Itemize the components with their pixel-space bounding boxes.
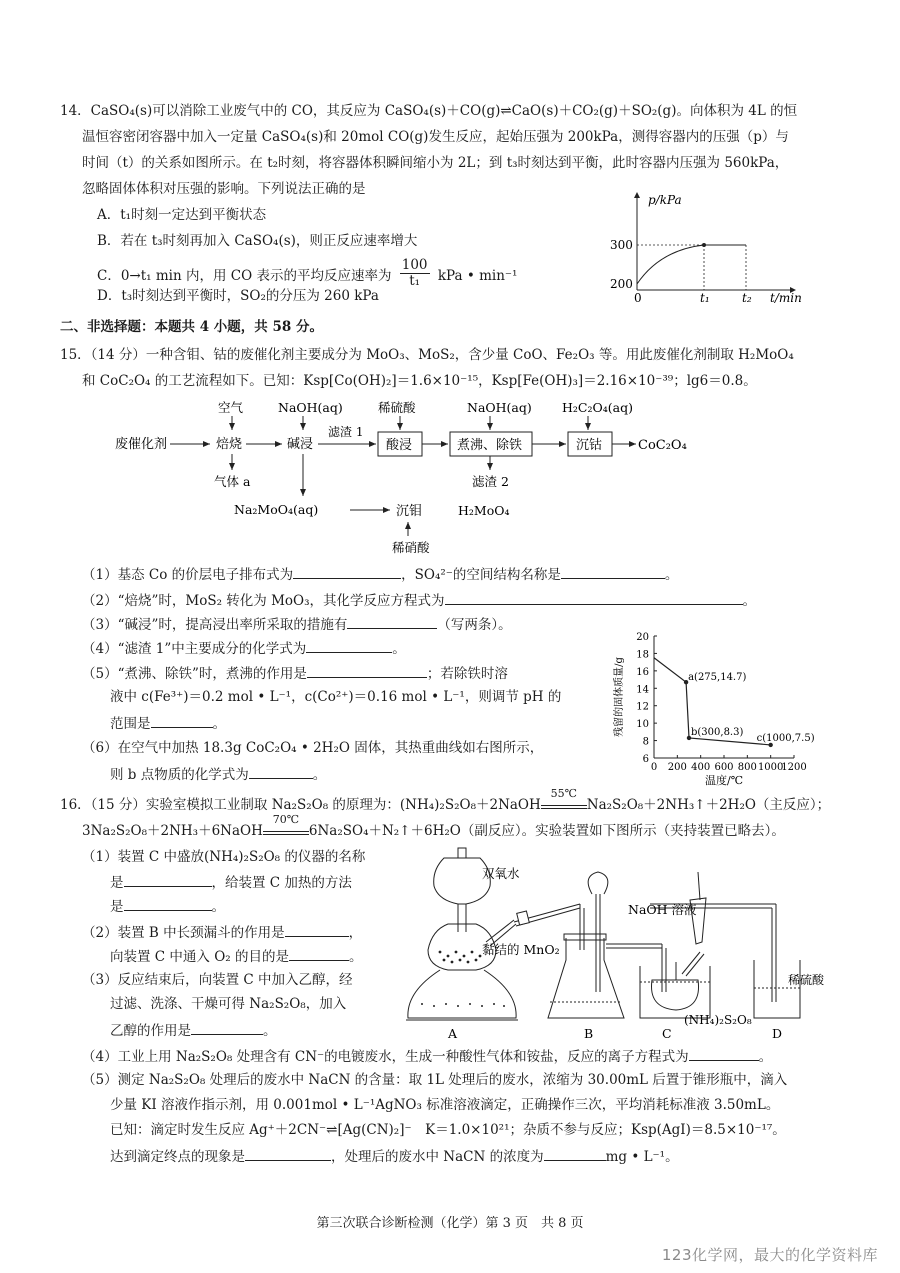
q16-sub3c bbox=[110, 1020, 277, 1040]
q16-sub5-blank-a[interactable] bbox=[245, 1146, 331, 1161]
q15-sub3 bbox=[82, 614, 512, 634]
q16-sub4-end: 。 bbox=[758, 1049, 773, 1065]
tga-x-tick-label: 800 bbox=[737, 762, 757, 773]
tga-point-label: c(1000,7.5) bbox=[756, 732, 815, 744]
q15-sub6-blank[interactable] bbox=[249, 764, 313, 779]
label-mno2: 黏结的 MnO₂ bbox=[482, 942, 560, 957]
flow-naoh-2: NaOH(aq) bbox=[467, 400, 532, 415]
q16-sub2-text-c: 向装置 C 中通入 O₂ 的目的是 bbox=[110, 949, 289, 965]
q14-graph-y300: 300 bbox=[610, 238, 633, 252]
flow-h2c2o4: H₂C₂O₄(aq) bbox=[562, 400, 633, 415]
q14-line3: 时间（t）的关系如图所示。在 t₂时刻，将容器体积瞬间缩小为 2L；到 t₃时刻达到平衡，此时容器内压强为 560kPa， bbox=[82, 155, 789, 171]
q16-sub3a: （3）反应结束后，向装置 C 中加入乙醇，经 bbox=[82, 972, 353, 988]
flow-moly: 沉钼 bbox=[396, 504, 423, 519]
q15-sub3-end: （写两条）。 bbox=[437, 617, 512, 633]
q15-flowchart bbox=[110, 398, 730, 560]
q15-sub3-text: （3）“碱浸”时，提高浸出率所采取的措施有 bbox=[82, 617, 348, 633]
tga-y-tick-label: 18 bbox=[636, 649, 649, 661]
q14-option-b: B．若在 t₃时刻再加入 CaSO₄(s)，则正反应速率增大 bbox=[97, 233, 418, 249]
q15-sub2-end: 。 bbox=[742, 593, 757, 609]
q16-sub5-text-e: ，处理后的废水中 NaCN 的浓度为 bbox=[331, 1149, 544, 1165]
tga-y-tick-label: 8 bbox=[642, 736, 649, 748]
q16-sub5c: 已知：滴定时发生反应 Ag⁺＋2CN⁻⇌[Ag(CN)₂]⁻ K＝1.0×10²¹；杂质不参与反应；Ksp(AgI)＝8.5×10⁻¹⁷。 bbox=[110, 1122, 786, 1138]
q14-option-c-numerator: 100 bbox=[401, 257, 428, 273]
q16-sub2-text: （2）装置 B 中长颈漏斗的作用是 bbox=[82, 925, 285, 941]
flow-h2so4: 稀硫酸 bbox=[378, 400, 416, 415]
q16-line2 bbox=[82, 813, 785, 840]
q16-sub2-end: 。 bbox=[348, 949, 363, 965]
q16-sub3b: 过滤、洗涤、干燥可得 Na₂S₂O₈，加入 bbox=[110, 996, 347, 1012]
q16-line1-b: Na₂S₂O₈＋2NH₃↑＋2H₂O（主反应）； bbox=[586, 797, 831, 813]
label-b: B bbox=[584, 1026, 594, 1041]
q15-sub5-blank-a[interactable] bbox=[307, 663, 427, 678]
q15-sub4-text: （4）“滤渣 1”中主要成分的化学式为 bbox=[82, 641, 307, 657]
label-h2o2: 双氧水 bbox=[482, 866, 520, 881]
q15-sub2 bbox=[82, 590, 756, 610]
tga-y-axis-label: 残留的固体质量/g bbox=[614, 657, 625, 737]
label-nh4-s2o8: (NH₄)₂S₂O₈ bbox=[684, 1013, 752, 1027]
tga-y-tick-label: 10 bbox=[636, 719, 649, 731]
label-c: C bbox=[662, 1026, 672, 1041]
q14-graph-x0: 0 bbox=[634, 291, 642, 305]
label-naoh: NaOH 溶液 bbox=[628, 902, 697, 917]
q16-line1 bbox=[60, 787, 831, 814]
q16-sub1-blank-b[interactable] bbox=[124, 896, 212, 911]
q15-sub5-text-b: ；若除铁时溶 bbox=[426, 666, 508, 682]
q15-sub5-blank-b[interactable] bbox=[151, 713, 213, 728]
tga-x-tick-label: 1200 bbox=[781, 762, 807, 773]
q16-cond2-arrow bbox=[263, 813, 309, 835]
q14-option-a: A．t₁时刻一定达到平衡状态 bbox=[97, 207, 267, 223]
q15-line1: 15．（14 分）一种含钼、钴的废催化剂主要成分为 MoO₃、MoS₂，含少量 CoO、Fe₂O₃ 等。用此废催化剂制取 H₂MoO₄ bbox=[60, 347, 794, 363]
q16-sub1-end: 。 bbox=[211, 899, 225, 915]
q16-sub5b: 少量 KI 溶液作指示剂，用 0.001mol • L⁻¹AgNO₃ 标准溶液滴定，正确操作三次，平均消耗标准液 3.50mL。 bbox=[110, 1097, 780, 1113]
q14-pressure-graph bbox=[600, 188, 810, 306]
tga-x-tick-label: 1000 bbox=[757, 762, 784, 773]
tga-x-tick-label: 400 bbox=[691, 762, 711, 773]
q15-sub1-text-b: ，SO₄²⁻的空间结构名称是 bbox=[401, 567, 561, 583]
q16-sub1-text-c: ，给装置 C 加热的方法 bbox=[211, 875, 352, 891]
tga-point-label: b(300,8.3) bbox=[691, 726, 744, 738]
flow-air: 空气 bbox=[218, 400, 244, 415]
q16-apparatus bbox=[400, 842, 860, 1042]
apparatus-a-mno2-dots bbox=[421, 951, 505, 1007]
q16-cond1: 55℃ bbox=[550, 787, 577, 800]
tga-y-tick-label: 14 bbox=[636, 684, 649, 696]
q16-cond1-arrow bbox=[541, 787, 587, 809]
label-dilute-acid: 稀硫酸 bbox=[788, 973, 825, 987]
q15-sub6-end: 。 bbox=[312, 767, 327, 783]
flow-naoh-1: NaOH(aq) bbox=[278, 400, 343, 415]
q14-line2: 温恒容密闭容器中加入一定量 CaSO₄(s)和 20mol CO(g)发生反应，起始压强为 200kPa，测得容器内的压强（p）与 bbox=[82, 129, 789, 145]
tga-y-tick-label: 6 bbox=[642, 754, 649, 765]
q14-option-c-unit: kPa • min⁻¹ bbox=[437, 268, 518, 284]
flow-acid-box: 酸浸 bbox=[386, 438, 413, 453]
flow-start: 废催化剂 bbox=[115, 437, 168, 452]
apparatus-c bbox=[640, 872, 746, 1018]
q16-sub2-comma: ， bbox=[348, 925, 363, 941]
q14-graph-ylabel: p/kPa bbox=[648, 193, 682, 207]
q15-sub4-blank[interactable] bbox=[306, 638, 392, 653]
flow-na2moo4: Na₂MoO₄(aq) bbox=[234, 502, 319, 517]
q15-sub4-end: 。 bbox=[392, 641, 406, 657]
flow-h2moo4: H₂MoO₄ bbox=[458, 503, 510, 518]
label-d: D bbox=[772, 1026, 783, 1041]
q16-sub5-blank-b[interactable] bbox=[544, 1146, 606, 1161]
tga-y-tick-label: 16 bbox=[636, 666, 649, 678]
q15-line2: 和 CoC₂O₄ 的工艺流程如下。已知：Ksp[Co(OH)₂]＝1.6×10⁻¹⁵，Ksp[Fe(OH)₃]＝2.16×10⁻³⁹；lg6＝0.8。 bbox=[82, 373, 757, 389]
q16-sub3-text-c: 乙醇的作用是 bbox=[110, 1023, 191, 1039]
q15-sub1-text: （1）基态 Co 的价层电子排布式为 bbox=[82, 567, 294, 583]
q14-graph-y200: 200 bbox=[610, 277, 633, 291]
section-heading: 二、非选择题：本题共 4 小题，共 58 分。 bbox=[60, 319, 323, 335]
q15-sub6b bbox=[110, 764, 326, 784]
q14-graph-t1: t₁ bbox=[700, 291, 710, 305]
q14-line1: 14．CaSO₄(s)可以消除工业废气中的 CO，其反应为 CaSO₄(s)＋CO(g)⇌CaO(s)＋CO₂(g)＋SO₂(g)。向体积为 4L 的恒 bbox=[60, 103, 798, 119]
q16-sub2-blank-b[interactable] bbox=[289, 946, 349, 961]
q15-sub1-blank-b[interactable] bbox=[561, 564, 665, 579]
q15-sub5a bbox=[82, 663, 508, 683]
q16-sub1b bbox=[110, 872, 352, 892]
tga-x-tick-label: 600 bbox=[714, 762, 734, 773]
q16-sub4-blank[interactable] bbox=[689, 1046, 759, 1061]
flow-roast: 焙烧 bbox=[216, 437, 243, 452]
q16-sub2b bbox=[110, 946, 362, 966]
q16-line2-a: 3Na₂S₂O₈＋2NH₃＋6NaOH bbox=[82, 823, 263, 839]
q15-sub4 bbox=[82, 638, 406, 658]
q16-sub1-blank-a[interactable] bbox=[124, 872, 212, 887]
q16-sub2-blank-a[interactable] bbox=[285, 922, 349, 937]
flow-hno3: 稀硝酸 bbox=[392, 540, 430, 555]
tga-x-tick-label: 200 bbox=[667, 762, 687, 773]
q16-sub3-end: 。 bbox=[263, 1023, 277, 1039]
flow-gas-a: 气体 a bbox=[214, 474, 251, 489]
flow-boil-box: 煮沸、除铁 bbox=[457, 438, 523, 453]
q16-line2-b: 6Na₂SO₄＋N₂↑＋6H₂O（副反应）。实验装置如下图所示（夹持装置已略去）。 bbox=[308, 823, 785, 839]
flow-alkali: 碱浸 bbox=[287, 437, 314, 452]
q15-sub1 bbox=[82, 564, 678, 584]
q15-sub1-blank-a[interactable] bbox=[293, 564, 401, 579]
q15-sub5b: 液中 c(Fe³⁺)＝0.2 mol • L⁻¹，c(Co²⁺)＝0.16 mol • L⁻¹，则调节 pH 的 bbox=[110, 689, 562, 705]
q16-sub1-text-b: 是 bbox=[110, 875, 124, 891]
flow-product-coc2o4: CoC₂O₄ bbox=[638, 438, 687, 453]
q15-sub5-text: （5）“煮沸、除铁”时，煮沸的作用是 bbox=[82, 666, 307, 682]
q16-line1-a: 16．（15 分）实验室模拟工业制取 Na₂S₂O₈ 的原理为：(NH₄)₂S₂O₈＋2NaOH bbox=[60, 797, 541, 813]
label-a: A bbox=[448, 1026, 458, 1041]
q16-sub5-text-d: 达到滴定终点的现象是 bbox=[110, 1149, 245, 1165]
q15-sub3-blank[interactable] bbox=[347, 614, 437, 629]
q15-sub5c bbox=[110, 713, 226, 733]
q15-sub5-end: 。 bbox=[212, 716, 226, 732]
q16-cond2: 70℃ bbox=[272, 813, 300, 826]
q14-option-c-denominator: t₁ bbox=[409, 273, 421, 289]
q16-sub5d bbox=[110, 1146, 679, 1166]
q15-sub1-end: 。 bbox=[664, 567, 679, 583]
tga-y-tick-label: 20 bbox=[636, 632, 649, 643]
apparatus-d bbox=[746, 904, 800, 1018]
q14-option-c-pre: C．0→t₁ min 内，用 CO 表示的平均反应速率为 bbox=[97, 268, 392, 284]
q14-graph-xlabel: t/min bbox=[770, 291, 802, 305]
flow-cobalt-box: 沉钴 bbox=[576, 438, 603, 453]
q16-sub5-unit: mg • L⁻¹。 bbox=[605, 1149, 679, 1165]
tga-y-tick-label: 12 bbox=[636, 701, 649, 713]
tga-x-tick-label: 0 bbox=[650, 762, 658, 773]
q14-graph-t2: t₂ bbox=[742, 291, 752, 305]
q16-sub1c bbox=[110, 896, 225, 916]
apparatus-b bbox=[548, 872, 662, 1018]
tga-x-axis-label: 温度/℃ bbox=[704, 774, 744, 787]
q14-option-d: D．t₃时刻达到平衡时，SO₂的分压为 260 kPa bbox=[97, 288, 379, 304]
q16-sub2a bbox=[82, 922, 362, 942]
tga-chart bbox=[608, 628, 818, 788]
q15-sub2-blank[interactable] bbox=[445, 590, 743, 605]
q14-line4: 忽略固体体积对压强的影响。下列说法正确的是 bbox=[82, 181, 366, 197]
q16-sub5a: （5）测定 Na₂S₂O₈ 处理后的废水中 NaCN 的含量：取 1L 处理后的废水，浓缩为 30.00mL 后置于锥形瓶中，滴入 bbox=[82, 1072, 788, 1088]
q16-sub1a: （1）装置 C 中盛放(NH₄)₂S₂O₈ 的仪器的名称 bbox=[82, 849, 366, 865]
tga-point-label: a(275,14.7) bbox=[688, 672, 747, 684]
q16-sub1-text-d: 是 bbox=[110, 899, 124, 915]
q15-sub6-text: 则 b 点物质的化学式为 bbox=[110, 767, 249, 783]
flow-residue1: 滤渣 1 bbox=[328, 425, 364, 439]
q16-sub3-blank[interactable] bbox=[191, 1020, 263, 1035]
flow-residue2: 滤渣 2 bbox=[472, 474, 509, 489]
q15-sub2-text: （2）“焙烧”时，MoS₂ 转化为 MoO₃，其化学反应方程式为 bbox=[82, 593, 445, 609]
q16-sub4-text: （4）工业上用 Na₂S₂O₈ 处理含有 CN⁻的电镀废水，生成一种酸性气体和铵盐，反应的离子方程式为 bbox=[82, 1049, 689, 1065]
watermark: 123化学网，最大的化学资料库 bbox=[661, 1246, 878, 1264]
q15-sub5-text-d: 范围是 bbox=[110, 716, 151, 732]
q16-sub4 bbox=[82, 1046, 772, 1066]
page-footer: 第三次联合诊断检测（化学）第 3 页 共 8 页 bbox=[316, 1216, 584, 1231]
q15-sub6a: （6）在空气中加热 18.3g CoC₂O₄ • 2H₂O 固体，其热重曲线如右图所示， bbox=[82, 740, 544, 756]
